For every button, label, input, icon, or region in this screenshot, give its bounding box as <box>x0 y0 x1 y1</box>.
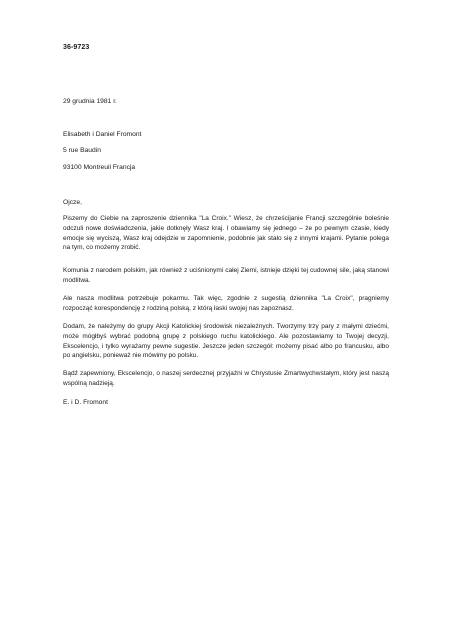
letter-date: 29 grudnia 1981 r. <box>63 98 117 105</box>
salutation: Ojcze, <box>63 199 82 206</box>
paragraph: Bądź zapewniony, Ekscelencjo, o naszej serdecznej przyjaźni w Chrystusie Zmartwychwstałym, który jest naszą wspólną nadzieją. <box>63 370 389 387</box>
recipient-street: 5 rue Baudin <box>63 147 101 154</box>
recipient-name: Elisabeth i Daniel Fromont <box>63 131 142 138</box>
paragraph: Ale nasza modlitwa potrzebuje pokarmu. Tak więc, zgodnie z sugestią dziennika "La Croix", pragniemy rozpocząć korespondencję z rodziną polską, z którą łaski swojej nas zapoznasz. <box>63 295 389 312</box>
recipient-city: 93100 Montreuil Francja <box>63 164 136 171</box>
signature: E. i D. Fromont <box>63 399 108 406</box>
paragraph: Piszemy do Ciebie na zaproszenie dziennika "La Croix." Wiesz, że chrześcijanie Francji szczególnie boleśnie odczuli nowe doświadczenia, jakie dotknęły Wasz kraj. I obawiamy się jednego – że po pewnym czasie, kiedy emocje się wyciszą, Wasz kraj odejdzie w zapomnienie, podobnie jak stało się z innymi krajami. Pytanie polega na tym, co możemy zrobić. <box>63 215 389 252</box>
paragraph: Komunia z narodem polskim, jak również z uciśnionymi całej Ziemi, istnieje dzięki tej cudownej sile, jaką stanowi modlitwa. <box>63 267 389 284</box>
document-reference: 36-9723 <box>63 44 90 51</box>
paragraph: Dodam, że należymy do grupy Akcji Katolickiej środowisk niezależnych. Tworzymy trzy pary z małymi dziećmi, może mógłbyś wybrać podobną grupę z polskiego ruchu katolickiego. Ale pozostawiamy to Twojej decyzji, Ekscelencjo, i tylko wyrażamy pewne sugestie. Jeszcze jeden szczegół: możemy pisać albo po francusku, albo po angielsku, ponieważ nie mówimy po polsku. <box>63 323 389 360</box>
